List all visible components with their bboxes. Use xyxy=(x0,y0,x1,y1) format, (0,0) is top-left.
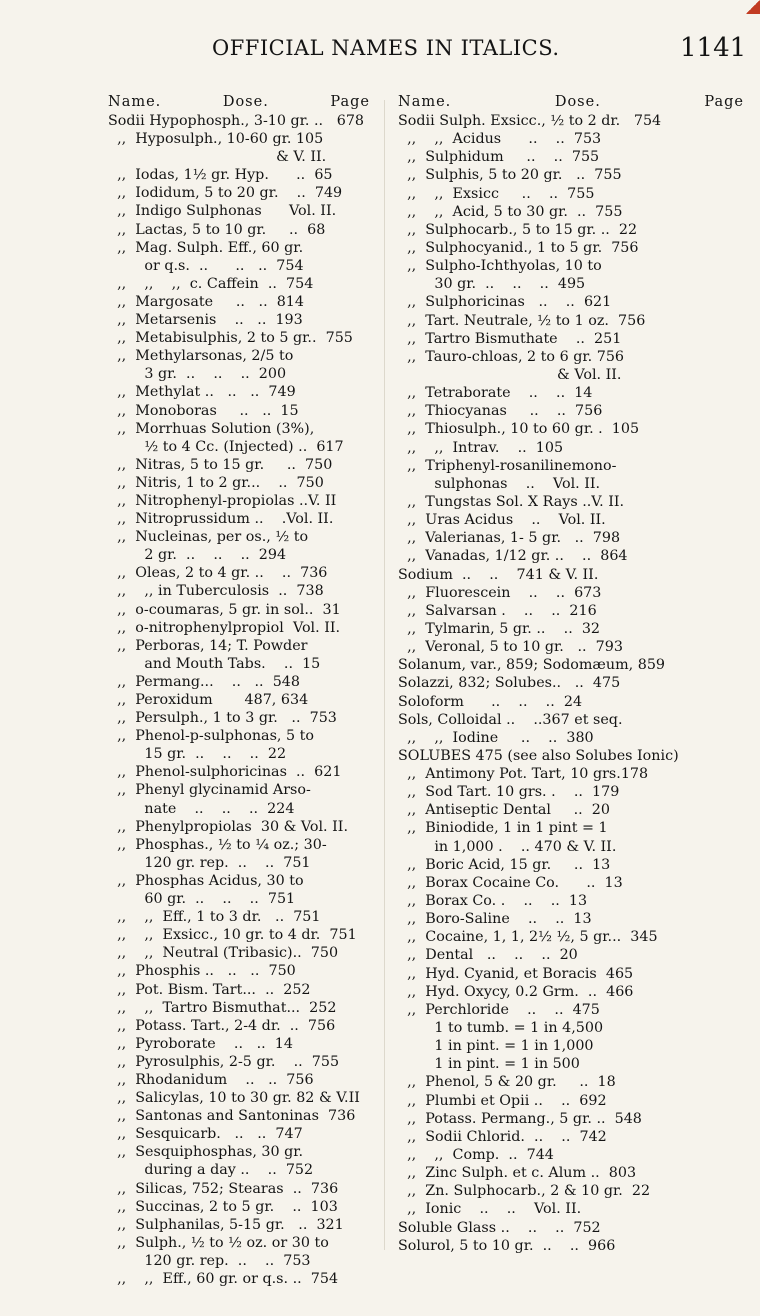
index-entry-line: ,, Phenylpropiolas 30 & Vol. II. xyxy=(108,818,348,835)
name-heading: Name. xyxy=(108,94,162,110)
index-entry-line: Soluble Glass .. .. .. 752 xyxy=(398,1219,601,1236)
index-entry-line: ,, o-coumaras, 5 gr. in sol.. 31 xyxy=(108,601,341,618)
index-entry-line: ,, Sulphidum .. .. 755 xyxy=(398,149,600,166)
index-entry-line: nate .. .. .. 224 xyxy=(108,800,295,817)
column-divider xyxy=(384,100,385,1250)
index-entry-line: ,, Pyrosulphis, 2-5 gr. .. 755 xyxy=(108,1053,340,1070)
page-corner-mark xyxy=(746,0,760,14)
index-entry-line: ,, Phenyl glycinamid Arso- xyxy=(108,782,311,799)
index-entry-line: ,, ,, Neutral (Tribasic).. 750 xyxy=(108,945,339,962)
index-entry-line: ,, Triphenyl-rosanilinemono- xyxy=(398,457,617,474)
index-entry-line: Solanum, var., 859; Sodomæum, 859 xyxy=(398,657,666,674)
index-entry-line: ,, Plumbi et Opii .. .. 692 xyxy=(398,1092,607,1109)
index-entry-line: ,, Tauro-chloas, 2 to 6 gr. 756 xyxy=(398,348,625,365)
index-entry-line: ,, Phenol-sulphoricinas .. 621 xyxy=(108,764,342,781)
index-entry-line: ,, Sulpho-Ichthyolas, 10 to xyxy=(398,258,602,275)
index-entry-line: 60 gr. .. .. .. 751 xyxy=(108,891,296,908)
index-entry-line: ,, ,, Eff., 1 to 3 dr. .. 751 xyxy=(108,909,321,926)
index-entry-line: ,, Nitroprussidum .. .Vol. II. xyxy=(108,511,334,528)
index-entry-line: ,, Tartro Bismuthate .. 251 xyxy=(398,330,622,347)
index-entry-line: 1 in pint. = 1 in 500 xyxy=(398,1056,580,1073)
index-entry-line: ,, Thiosulph., 10 to 60 gr. . 105 xyxy=(398,421,640,438)
index-entry-line: ,, Sulphis, 5 to 20 gr. .. 755 xyxy=(398,167,622,184)
index-entry-line: ,, Persulph., 1 to 3 gr. .. 753 xyxy=(108,710,337,727)
index-entry-line: & Vol. II. xyxy=(398,366,622,383)
index-entry-line: ,, Indigo Sulphonas Vol. II. xyxy=(108,203,337,220)
left-entry-list xyxy=(108,112,370,1288)
index-entry-line: during a day .. .. 752 xyxy=(108,1162,314,1179)
right-entry-list xyxy=(398,112,744,1255)
index-entry-line: ,, Hyposulph., 10-60 gr. 105 xyxy=(108,131,324,148)
index-entry-line: ,, Phosphas Acidus, 30 to xyxy=(108,872,304,889)
index-entry-line: ,, Potass. Tart., 2-4 dr. .. 756 xyxy=(108,1017,336,1034)
index-entry-line: ,, Uras Acidus .. Vol. II. xyxy=(398,512,606,529)
index-entry-line: ,, ,, Acidus .. .. 753 xyxy=(398,131,602,148)
index-entry-line: ,, Tylmarin, 5 gr. .. .. 32 xyxy=(398,620,601,637)
index-entry-line: ,, Fluorescein .. .. 673 xyxy=(398,584,602,601)
index-entry-line: ,, Sulphocyanid., 1 to 5 gr. 756 xyxy=(398,239,639,256)
index-entry-line: Sols, Colloidal .. ..367 et seq. xyxy=(398,711,623,728)
dose-heading: Dose. xyxy=(554,94,601,110)
index-entry-line: ,, Sulphoricinas .. .. 621 xyxy=(398,294,612,311)
index-entry-line: ,, Perboras, 14; T. Powder xyxy=(108,637,308,654)
dose-heading: Dose. xyxy=(222,94,269,110)
index-entry-line: ,, o-nitrophenylpropiol Vol. II. xyxy=(108,619,341,636)
index-entry-line: ,, Salvarsan . .. .. 216 xyxy=(398,602,597,619)
index-entry-line: ,, Iodidum, 5 to 20 gr. .. 749 xyxy=(108,185,343,202)
index-entry-line: ,, Sulph., ½ to ½ oz. or 30 to xyxy=(108,1234,329,1251)
name-heading: Name. xyxy=(398,94,452,110)
index-entry-line: ,, Monoboras .. .. 15 xyxy=(108,402,299,419)
index-entry-line: ,, Iodas, 1½ gr. Hyp. .. 65 xyxy=(108,167,333,184)
left-column xyxy=(108,92,370,1288)
index-entry-line: ,, Borax Cocaine Co. .. 13 xyxy=(398,874,623,891)
index-entry-line: 1 to tumb. = 1 in 4,500 xyxy=(398,1020,604,1037)
index-entry-line: 120 gr. rep. .. .. 751 xyxy=(108,854,311,871)
right-column-header xyxy=(398,92,744,112)
index-entry-line: ,, Metabisulphis, 2 to 5 gr.. 755 xyxy=(108,330,353,347)
index-entry-line: 15 gr. .. .. .. 22 xyxy=(108,746,287,763)
page-header xyxy=(0,33,760,70)
index-entry-line: ,, Methylat .. .. .. 749 xyxy=(108,384,296,401)
index-entry-line: ,, Metarsenis .. .. 193 xyxy=(108,312,303,329)
index-entry-line: ,, Margosate .. .. 814 xyxy=(108,293,305,310)
index-entry-line: Sodii Hypophosph., 3-10 gr. .. 678 xyxy=(108,113,365,129)
index-entry-line: ,, Dental .. .. .. 20 xyxy=(398,947,578,964)
index-entry-line: ,, Phenol-p-sulphonas, 5 to xyxy=(108,728,314,745)
index-entry-line: ,, Zinc Sulph. et c. Alum .. 803 xyxy=(398,1165,637,1182)
index-entry-line: ,, Boro-Saline .. .. 13 xyxy=(398,911,592,928)
index-entry-line: ,, Antiseptic Dental .. 20 xyxy=(398,802,611,819)
index-entry-line: ,, Mag. Sulph. Eff., 60 gr. xyxy=(108,239,304,256)
page-number: 1141 xyxy=(680,33,747,63)
index-entry-line: ,, Nitrophenyl-propiolas ..V. II xyxy=(108,492,337,509)
index-entry-line: ,, Valerianas, 1- 5 gr. .. 798 xyxy=(398,530,621,547)
index-entry-line: sulphonas .. Vol. II. xyxy=(398,475,601,492)
index-entry-line: ,, Permang... .. .. 548 xyxy=(108,673,300,690)
index-entry-line: ,, Sesquicarb. .. .. 747 xyxy=(108,1126,303,1143)
index-entry-line: and Mouth Tabs. .. 15 xyxy=(108,655,321,672)
index-entry-line: ,, ,, ,, c. Caffein .. 754 xyxy=(108,275,314,292)
index-entry-line: ,, Perchloride .. .. 475 xyxy=(398,1001,600,1018)
index-entry-line: ,, Lactas, 5 to 10 gr. .. 68 xyxy=(108,221,326,238)
index-entry-line: ,, Antimony Pot. Tart, 10 grs.178 xyxy=(398,766,649,783)
index-entry-line: ,, Tetraborate .. .. 14 xyxy=(398,385,593,402)
page-heading: Page xyxy=(330,94,370,110)
index-entry-line: 30 gr. .. .. .. 495 xyxy=(398,276,586,293)
index-entry-line: in 1,000 . .. 470 & V. II. xyxy=(398,838,617,855)
index-entry-line: ,, Thiocyanas .. .. 756 xyxy=(398,403,603,420)
index-entry-line: ,, ,, Tartro Bismuthat... 252 xyxy=(108,999,337,1016)
index-entry-line: ,, Peroxidum 487, 634 xyxy=(108,692,309,708)
index-entry-line: ,, Tart. Neutrale, ½ to 1 oz. 756 xyxy=(398,312,646,329)
index-entry-line: ,, ,, in Tuberculosis .. 738 xyxy=(108,583,324,600)
index-entry-line: ,, ,, Exsicc., 10 gr. to 4 dr. 751 xyxy=(108,927,357,944)
index-entry-line: ,, Cocaine, 1, 1, 2½ ½, 5 gr... 345 xyxy=(398,929,658,946)
index-entry-line: Soloform .. .. .. 24 xyxy=(398,693,583,710)
left-column-header xyxy=(108,92,370,112)
index-entry-line: ,, Oleas, 2 to 4 gr. .. .. 736 xyxy=(108,565,328,582)
index-entry-line: 2 gr. .. .. .. 294 xyxy=(108,547,287,564)
index-entry-line: ,, ,, Comp. .. 744 xyxy=(398,1147,554,1164)
index-entry-line: ,, Boric Acid, 15 gr. .. 13 xyxy=(398,856,611,873)
index-entry-line: ,, Methylarsonas, 2/5 to xyxy=(108,348,294,365)
index-entry-line: Sodii Sulph. Exsicc., ½ to 2 dr. 754 xyxy=(398,113,662,129)
index-entry-line: ,, ,, Intrav. .. 105 xyxy=(398,439,564,456)
index-entry-line: ,, Veronal, 5 to 10 gr. .. 793 xyxy=(398,639,623,656)
index-entry-line: ,, Phosphas., ½ to ¼ oz.; 30- xyxy=(108,836,327,853)
index-entry-line: ,, Potass. Permang., 5 gr. .. 548 xyxy=(398,1110,642,1127)
index-entry-line: ,, ,, Iodine .. .. 380 xyxy=(398,729,594,746)
index-entry-line: ,, Hyd. Oxycy, 0.2 Grm. .. 466 xyxy=(398,983,634,1000)
index-entry-line: SOLUBES 475 (see also Solubes Ionic) xyxy=(398,747,679,764)
index-entry-line: Sodium .. .. 741 & V. II. xyxy=(398,566,599,583)
index-entry-line: ,, Morrhuas Solution (3%), xyxy=(108,420,315,437)
index-entry-line: 1 in pint. = 1 in 1,000 xyxy=(398,1038,594,1055)
index-entry-line: or q.s. .. .. .. 754 xyxy=(108,257,304,274)
index-entry-line: ,, ,, Acid, 5 to 30 gr. .. 755 xyxy=(398,203,623,220)
index-entry-line: ,, Succinas, 2 to 5 gr. .. 103 xyxy=(108,1198,338,1215)
index-entry-line: ,, Ionic .. .. Vol. II. xyxy=(398,1201,582,1218)
index-entry-line: ,, Vanadas, 1/12 gr. .. .. 864 xyxy=(398,548,628,565)
index-entry-line: ,, Sesquiphosphas, 30 gr. xyxy=(108,1144,304,1161)
index-entry-line: ,, Silicas, 752; Stearas .. 736 xyxy=(108,1180,339,1197)
index-entry-line: ,, Rhodanidum .. .. 756 xyxy=(108,1071,314,1088)
index-entry-line: ,, Tungstas Sol. X Rays ..V. II. xyxy=(398,493,625,510)
index-entry-line: ,, Borax Co. . .. .. 13 xyxy=(398,893,588,910)
index-entry-line: ,, Phosphis .. .. .. 750 xyxy=(108,963,296,980)
index-entry-line: ,, Sulphanilas, 5-15 gr. .. 321 xyxy=(108,1216,344,1233)
index-entry-line: ,, Biniodide, 1 in 1 pint = 1 xyxy=(398,820,608,837)
running-title: OFFICIAL NAMES IN ITALICS. xyxy=(212,36,560,60)
right-column xyxy=(398,92,744,1255)
page-heading: Page xyxy=(704,94,744,110)
index-entry-line: Solazzi, 832; Solubes.. .. 475 xyxy=(398,675,621,692)
index-entry-line: Solurol, 5 to 10 gr. .. .. 966 xyxy=(398,1237,616,1254)
index-entry-line: ,, ,, Eff., 60 gr. or q.s. .. 754 xyxy=(108,1271,339,1287)
index-entry-line: ,, Pot. Bism. Tart... .. 252 xyxy=(108,981,311,998)
index-entry-line: ,, Sulphocarb., 5 to 15 gr. .. 22 xyxy=(398,221,638,238)
index-entry-line: ,, Salicylas, 10 to 30 gr. 82 & V.II xyxy=(108,1090,360,1107)
index-entry-line: ,, Phenol, 5 & 20 gr. .. 18 xyxy=(398,1074,616,1091)
index-entry-line: ,, Sodii Chlorid. .. .. 742 xyxy=(398,1128,607,1145)
index-entry-line: ,, Nucleinas, per os., ½ to xyxy=(108,529,309,546)
index-entry-line: ,, ,, Exsicc .. .. 755 xyxy=(398,185,595,202)
index-entry-line: 3 gr. .. .. .. 200 xyxy=(108,366,287,383)
index-entry-line: ½ to 4 Cc. (Injected) .. 617 xyxy=(108,438,344,455)
index-entry-line: ,, Nitras, 5 to 15 gr. .. 750 xyxy=(108,456,333,473)
index-entry-line: 120 gr. rep. .. .. 753 xyxy=(108,1252,311,1269)
index-entry-line: ,, Pyroborate .. .. 14 xyxy=(108,1035,294,1052)
index-entry-line: ,, Santonas and Santoninas 736 xyxy=(108,1108,356,1125)
index-entry-line: ,, Hyd. Cyanid, et Boracis 465 xyxy=(398,965,634,982)
index-entry-line: & V. II. xyxy=(108,149,327,166)
index-entry-line: ,, Sod Tart. 10 grs. . .. 179 xyxy=(398,784,620,801)
index-entry-line: ,, Zn. Sulphocarb., 2 & 10 gr. 22 xyxy=(398,1183,651,1200)
index-entry-line: ,, Nitris, 1 to 2 gr... .. 750 xyxy=(108,474,324,491)
